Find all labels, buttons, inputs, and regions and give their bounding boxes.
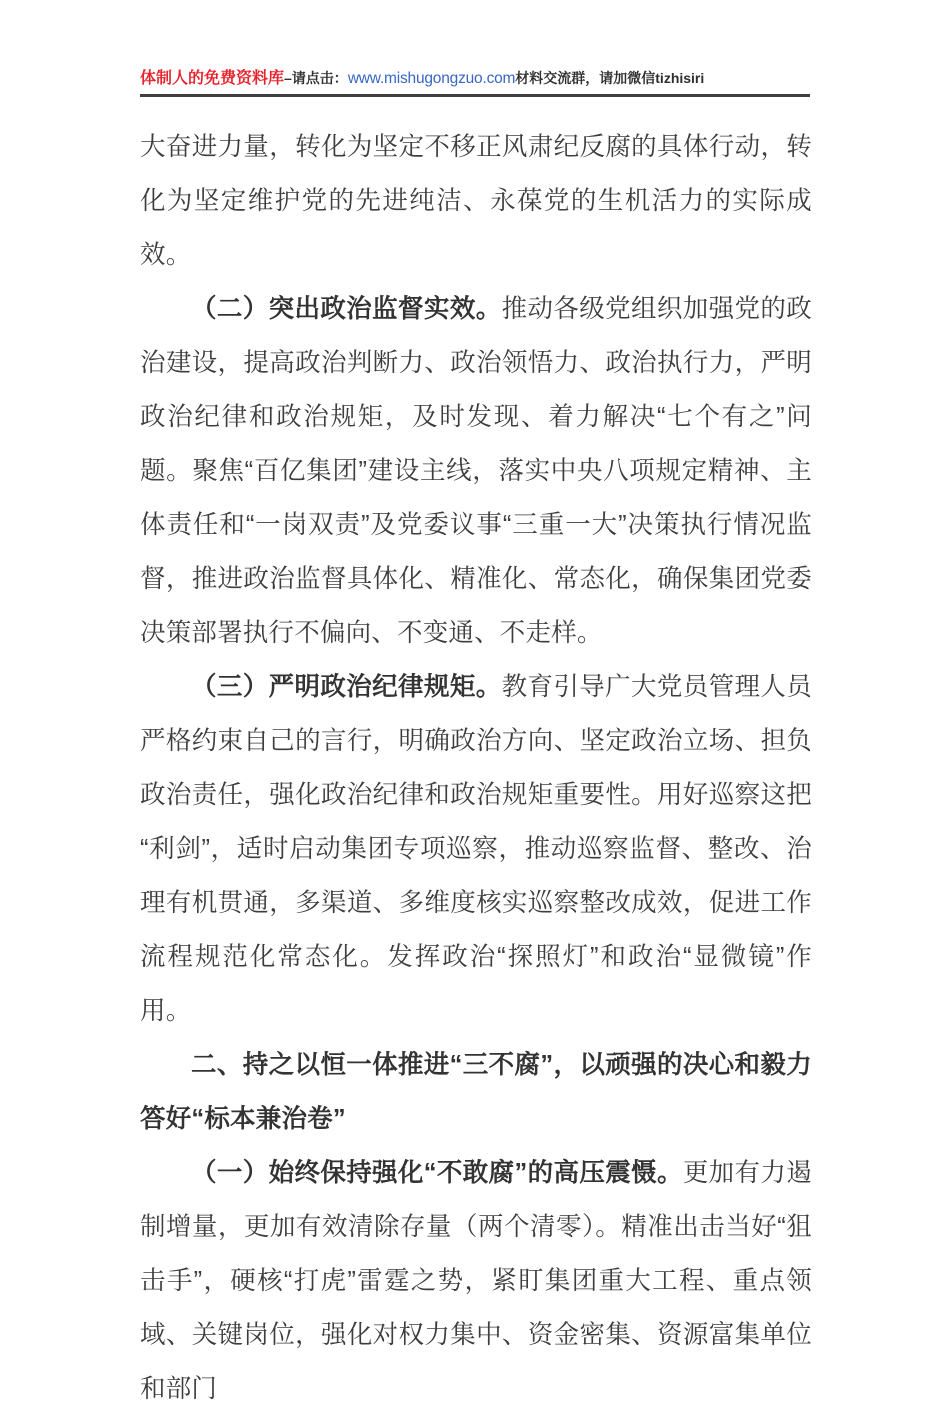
paragraph-continuation: [140, 120, 812, 282]
promo-click-label: 请点击：: [291, 70, 348, 86]
promo-wechat-handle: tizhisiri: [655, 70, 705, 86]
paragraph-section-2-1: [140, 1146, 812, 1416]
heading-text: 二、持之以恒一体推进“三不腐”，以顽强的决心和毅力答好“标本兼治卷”: [140, 1051, 812, 1133]
paragraph-bold-lead: （一）始终保持强化“不敢腐”的高压震慑。: [191, 1159, 683, 1187]
paragraph-section-1-2: [140, 282, 812, 660]
paragraph-section-1-3: [140, 660, 812, 1038]
paragraph-text: 教育引导广大党员管理人员严格约束自己的言行，明确政治方向、坚定政治立场、担负政治责任，强化政治纪律和政治规矩重要性。用好巡察这把“利剑”，适时启动集团专项巡察，推动巡察监督、整改、治理有机贯通，多渠道、多维度核实巡察整改成效，促进工作流程规范化常态化。发挥政治“探照灯”和政治“显微镜”作用。: [140, 673, 812, 1025]
header-divider-rule: [140, 94, 810, 97]
document-body: [140, 120, 812, 1416]
paragraph-bold-lead: （三）严明政治纪律规矩。: [191, 673, 502, 701]
heading-section-2: [140, 1038, 812, 1146]
promo-header: [140, 62, 810, 94]
paragraph-text: 更加有力遏制增量，更加有效清除存量（两个清零）。精准出击当好“狙击手”，硬核“打虎”雷霆之势，紧盯集团重大工程、重点领域、关键岗位，强化对权力集中、资金密集、资源富集单位和部门: [140, 1159, 812, 1403]
paragraph-text: 大奋进力量，转化为坚定不移正风肃纪反腐的具体行动，转化为坚定维护党的先进纯洁、永葆党的生机活力的实际成效。: [140, 133, 812, 269]
promo-url-link[interactable]: www.mishugongzuo.com: [347, 70, 516, 87]
paragraph-text: 推动各级党组织加强党的政治建设，提高政治判断力、政治领悟力、政治执行力，严明政治纪律和政治规矩，及时发现、着力解决“七个有之”问题。聚焦“百亿集团”建设主线，落实中央八项规定精神、主体责任和“一岗双责”及党委议事“三重一大”决策执行情况监督，推进政治监督具体化、精准化、常态化，确保集团党委决策部署执行不偏向、不变通、不走样。: [140, 295, 812, 647]
paragraph-bold-lead: （二）突出政治监督实效。: [191, 295, 502, 323]
promo-brand-text: 体制人的免费资料库: [140, 70, 285, 87]
promo-tail-text: 材料交流群，请加微信: [515, 70, 656, 86]
promo-dash: –: [284, 70, 292, 86]
